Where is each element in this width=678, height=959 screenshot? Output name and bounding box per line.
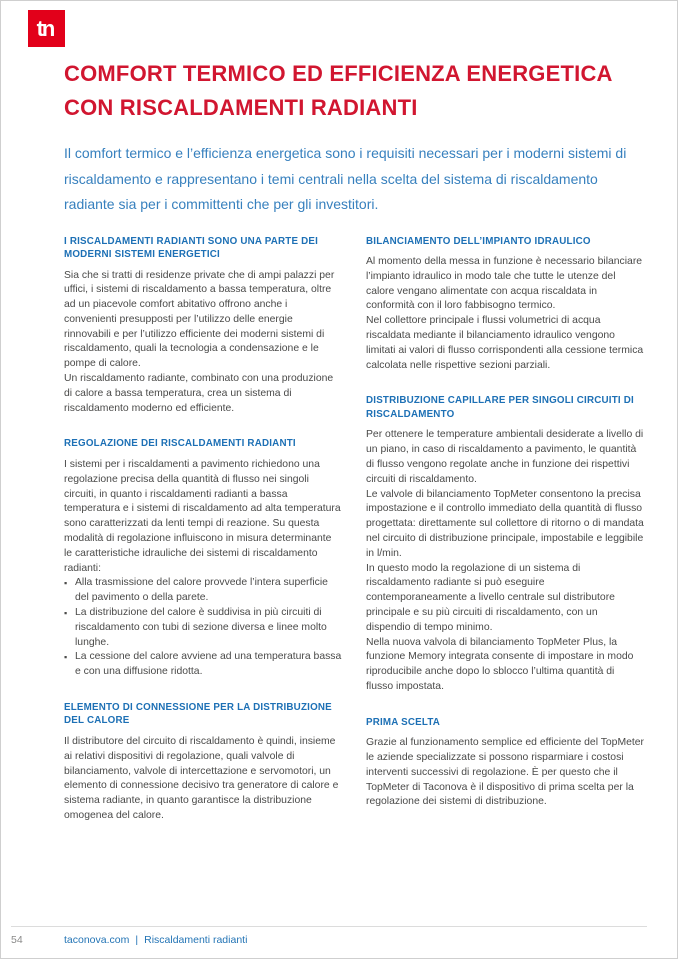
bullet-item: ▪ Alla trasmissione del calore provvede l’intera superficie del pavimento o della parete. [64,576,342,606]
section-heading: BILANCIAMENTO DELL’IMPIANTO IDRAULICO [366,235,591,247]
body-paragraph: Nel collettore principale i flussi volumetrici di acqua riscaldata mediante il bilanciamento idraulico vengono limitati ai valori di flusso corrispondenti alla cessione termica calcolata nelle rispettive sezioni parziali. [366,315,644,371]
content-section [64,701,342,824]
left-column [64,235,342,845]
body-paragraph: Un riscaldamento radiante, combinato con una produzione di calore a bassa temperatura, crea un sistema di riscaldamento moderno ed efficiente. [64,373,334,414]
section-heading: I RISCALDAMENTI RADIANTI SONO UNA PARTE DEI MODERNI SISTEMI ENERGETICI [64,235,319,260]
body-paragraph: Nella nuova valvola di bilanciamento TopMeter Plus, la funzione Memory integrata consente di impostare in modo riproducibile anche dopo lo sblocco l’ultima quantità di flusso impostata. [366,636,634,692]
page-content [64,57,644,845]
taconova-logo [28,10,65,47]
body-paragraph: I sistemi per i riscaldamenti a pavimento richiedono una regolazione precisa della quantità di flusso nei singoli circuiti, in quanto i riscaldamenti radianti a bassa temperatura e i sistemi di riscaldamento ad alta temperatura sono caratterizzati da lenti tempi di reazione. Su questa modalità di regolazione influiscono in misura determinante le caratteristiche idrauliche dei sistemi di riscaldamento radianti: [64,458,341,574]
section-heading: ELEMENTO DI CONNESSIONE PER LA DISTRIBUZIONE DEL CALORE [64,701,332,727]
footer-breadcrumb [64,934,247,946]
body-paragraph: Grazie al funzionamento semplice ed efficiente del TopMeter le aziende specializzate si possono risparmiare i costosi interventi successivi di regolazione. È per questo che il TopMeter di Taconova è il dispositivo di prima scelta per la regolazione dei sistemi di distribuzione. [366,737,645,808]
body-paragraph: Sia che si tratti di residenze private che di ampi palazzi per uffici, i sistemi di riscaldamento a bassa temperatura, oltre ad un piacevole comfort abitativo offrono anche i convenienti presupposti per l’utilizzo delle energie rinnovabili e per l’utilizzo efficiente dei moderni sistemi di riscaldamento, quali la tecnologia a condensazione e le pompe di calore. [64,269,335,370]
section-heading: DISTRIBUZIONE CAPILLARE PER SINGOLI CIRCUITI DI RISCALDAMENTO [366,395,634,420]
content-section [64,235,342,417]
content-section [366,716,644,810]
body-paragraph: Per ottenere le temperature ambientali desiderate a livello di un piano, in caso di riscaldamento a pavimento, le quantità di flusso vengono regolate anche in funzione dei rispettivi circuiti di riscaldamento. [366,429,644,485]
content-section [366,235,644,374]
body-paragraph: In questo modo la regolazione di un sistema di riscaldamento radiante si può eseguire contemporaneamente a livello centrale sul distributore principale e su più circuiti di riscaldamento, con un dispendio di tempo minimo. [366,562,615,633]
bullet-item: ▪ La distribuzione del calore è suddivisa in più circuiti di riscaldamento con tubi di sezione diversa e linee molto lunghe. [64,606,342,650]
footer-site: taconova.com [64,934,130,946]
intro-paragraph: Il comfort termico e l’efficienza energetica sono i requisiti necessari per i moderni sistemi di riscaldamento e rappresentano i temi centrali nella scelta del sistema di riscaldamento radiante sia per i committenti che per gli investitori. [64,145,627,212]
body-paragraph: Le valvole di bilanciamento TopMeter consentono la precisa impostazione e il controllo immediato della quantità di flusso progettata: direttamente sul collettore di ritorno o di mandata nel circuito di distribuzione principale, impostabile e leggibile in l/min. [366,488,644,559]
page-footer [11,926,647,946]
content-section [64,437,342,679]
two-column-layout [64,235,644,845]
bullet-list [64,576,342,680]
page-title: COMFORT TERMICO ED EFFICIENZA ENERGETICA CON RISCALDAMENTI RADIANTI [64,61,612,120]
footer-section: Riscaldamenti radianti [144,934,248,946]
section-heading: PRIMA SCELTA [366,716,441,728]
body-paragraph: Al momento della messa in funzione è necessario bilanciare l’impianto idraulico in modo tale che tutte le utenze del calore vengano alimentate con acqua riscaldata in conformità con il loro fabbisogno termico. [366,256,643,312]
bullet-item: ▪ La cessione del calore avviene ad una temperatura bassa e con una diffusione ridotta. [64,650,342,680]
section-heading: REGOLAZIONE DEI RISCALDAMENTI RADIANTI [64,438,296,450]
page-number: 54 [11,934,23,946]
body-paragraph: Il distributore del circuito di riscaldamento è quindi, insieme ai relativi dispositivi di regolazione, quali valvole di bilanciamento, valvole di intercettazione e servomotori, un elemento di connessione decisivo tra generatore di calore e sistema radiante, in quanto garantisce la distribuzione omogenea del calore. [64,735,339,821]
footer-separator: | [135,934,139,946]
taconova-logo-text: tn [36,15,54,41]
right-column [366,235,644,845]
content-section [366,394,644,694]
